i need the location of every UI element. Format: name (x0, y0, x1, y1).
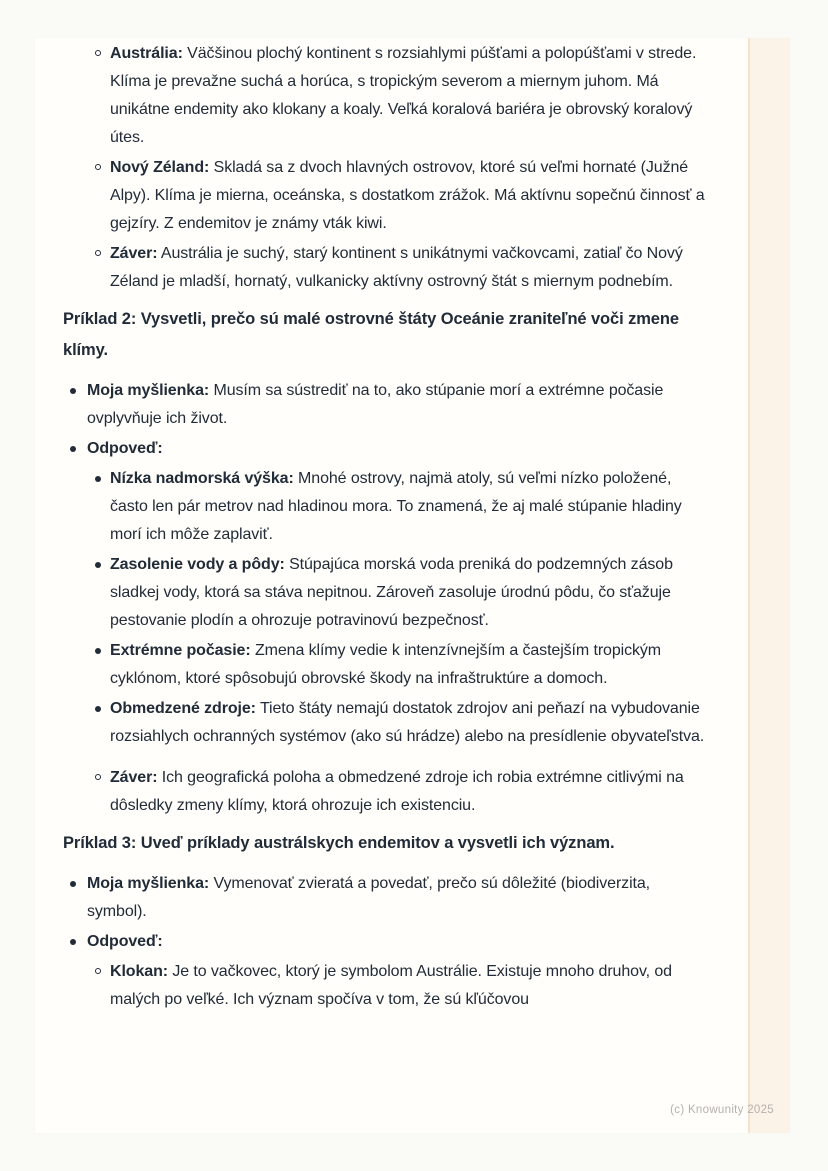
list-item-lead: Moja myšlienka: (87, 875, 210, 892)
list-item-text: Austrália je suchý, starý kontinent s unikátnymi vačkovcami, zatiaľ čo Nový Zéland je mladší, hornatý, vulkanicky aktívny ostrovný štát s miernym podnebím. (110, 245, 683, 290)
list-item-lead: Záver: (110, 245, 158, 262)
list-item-nizka-nadmorska-vyska (63, 465, 708, 549)
circle-bullet-icon (95, 968, 101, 974)
footer-copyright: (c) Knowunity 2025 (670, 1104, 774, 1116)
heading-priklad-3: Príklad 3: Uveď príklady austrálskych endemitov a vysvetli ich význam. (63, 834, 615, 852)
list-item-lead: Nový Zéland: (110, 159, 210, 176)
disc-bullet-icon (95, 562, 101, 568)
list-item-zaver-1 (63, 240, 708, 296)
list-item-lead: Zasolenie vody a pôdy: (110, 556, 285, 573)
list-item-lead: Austrália: (110, 45, 183, 62)
disc-bullet-icon (95, 476, 101, 482)
list-item-text: Skladá sa z dvoch hlavných ostrovov, ktoré sú veľmi hornaté (Južné Alpy). Klíma je mierna, oceánska, s dostatkom zrážok. Má aktívnu sopečnú činnosť a gejzíry. Z endemitov je známy vták kiwi. (110, 159, 705, 232)
list-item-odpoved-3 (63, 928, 708, 956)
list-item-novy-zeland (63, 154, 708, 238)
list-item-moja-myslienka-3 (63, 870, 708, 926)
list-item-text: Tieto štáty nemajú dostatok zdrojov ani peňazí na vybudovanie rozsiahlych ochranných systémov (ako sú hrádze) alebo na presídlenie obyvateľstva. (110, 700, 705, 745)
circle-bullet-icon (95, 50, 101, 56)
list-item-australia (63, 40, 708, 152)
disc-bullet-icon (70, 446, 76, 452)
list-item-lead: Nízka nadmorská výška: (110, 470, 294, 487)
disc-bullet-icon (95, 648, 101, 654)
list-item-odpoved-2 (63, 435, 708, 463)
disc-bullet-icon (70, 388, 76, 394)
circle-bullet-icon (95, 164, 101, 170)
circle-bullet-icon (95, 250, 101, 256)
list-item-lead: Odpoveď: (87, 440, 163, 457)
list-item-lead: Odpoveď: (87, 933, 163, 950)
disc-bullet-icon (70, 881, 76, 887)
page-edge-strip (750, 38, 790, 1133)
list-item-lead: Moja myšlienka: (87, 382, 210, 399)
list-item-zaver-2 (63, 764, 708, 820)
list-item-text: Vymenovať zvieratá a povedať, prečo sú dôležité (biodiverzita, symbol). (87, 875, 651, 920)
page-content (63, 40, 708, 1016)
list-item-lead: Extrémne počasie: (110, 642, 251, 659)
list-item-extremne-pocasie (63, 637, 708, 693)
list-item-text: Zmena klímy vedie k intenzívnejším a častejším tropickým cyklónom, ktoré spôsobujú obrovské škody na infraštruktúre a domoch. (110, 642, 662, 687)
list-item-obmedzene-zdroje (63, 695, 708, 751)
list-item-lead: Záver: (110, 769, 158, 786)
list-item-text: Je to vačkovec, ktorý je symbolom Austrálie. Existuje mnoho druhov, od malých po veľké. Ich význam spočíva v tom, že sú kľúčovou (110, 963, 672, 1008)
disc-bullet-icon (70, 939, 76, 945)
disc-bullet-icon (95, 706, 101, 712)
list-item-lead: Obmedzené zdroje: (110, 700, 256, 717)
list-item-moja-myslienka-2 (63, 377, 708, 433)
list-item-zasolenie (63, 551, 708, 635)
list-item-text: Ich geografická poloha a obmedzené zdroje ich robia extrémne citlivými na dôsledky zmeny klímy, ktorá ohrozuje ich existenciu. (110, 769, 684, 814)
list-item-text: Mnohé ostrovy, najmä atoly, sú veľmi nízko položené, často len pár metrov nad hladinou mora. To znamená, že aj malé stúpanie hladiny morí ich môže zaplaviť. (110, 470, 682, 543)
list-item-lead: Klokan: (110, 963, 168, 980)
list-item-text: Stúpajúca morská voda preniká do podzemných zásob sladkej vody, ktorá sa stáva nepitnou. Zároveň zasoluje úrodnú pôdu, čo sťažuje pestovanie plodín a ohrozuje potravinovú bezpečnosť. (110, 556, 673, 629)
list-item-klokan (63, 958, 708, 1014)
list-item-text: Musím sa sústrediť na to, ako stúpanie morí a extrémne počasie ovplyvňuje ich život. (87, 382, 664, 427)
circle-bullet-icon (95, 774, 101, 780)
list-item-text: Väčšinou plochý kontinent s rozsiahlymi púšťami a polopúšťami v strede. Klíma je prevažne suchá a horúca, s tropickým severom a miernym juhom. Má unikátne endemity ako klokany a koaly. Veľká koralová bariéra je obrovský koralový útes. (110, 45, 697, 146)
heading-priklad-2: Príklad 2: Vysvetli, prečo sú malé ostrovné štáty Oceánie zraniteľné voči zmene klímy. (63, 310, 679, 359)
notes-page (35, 38, 790, 1133)
